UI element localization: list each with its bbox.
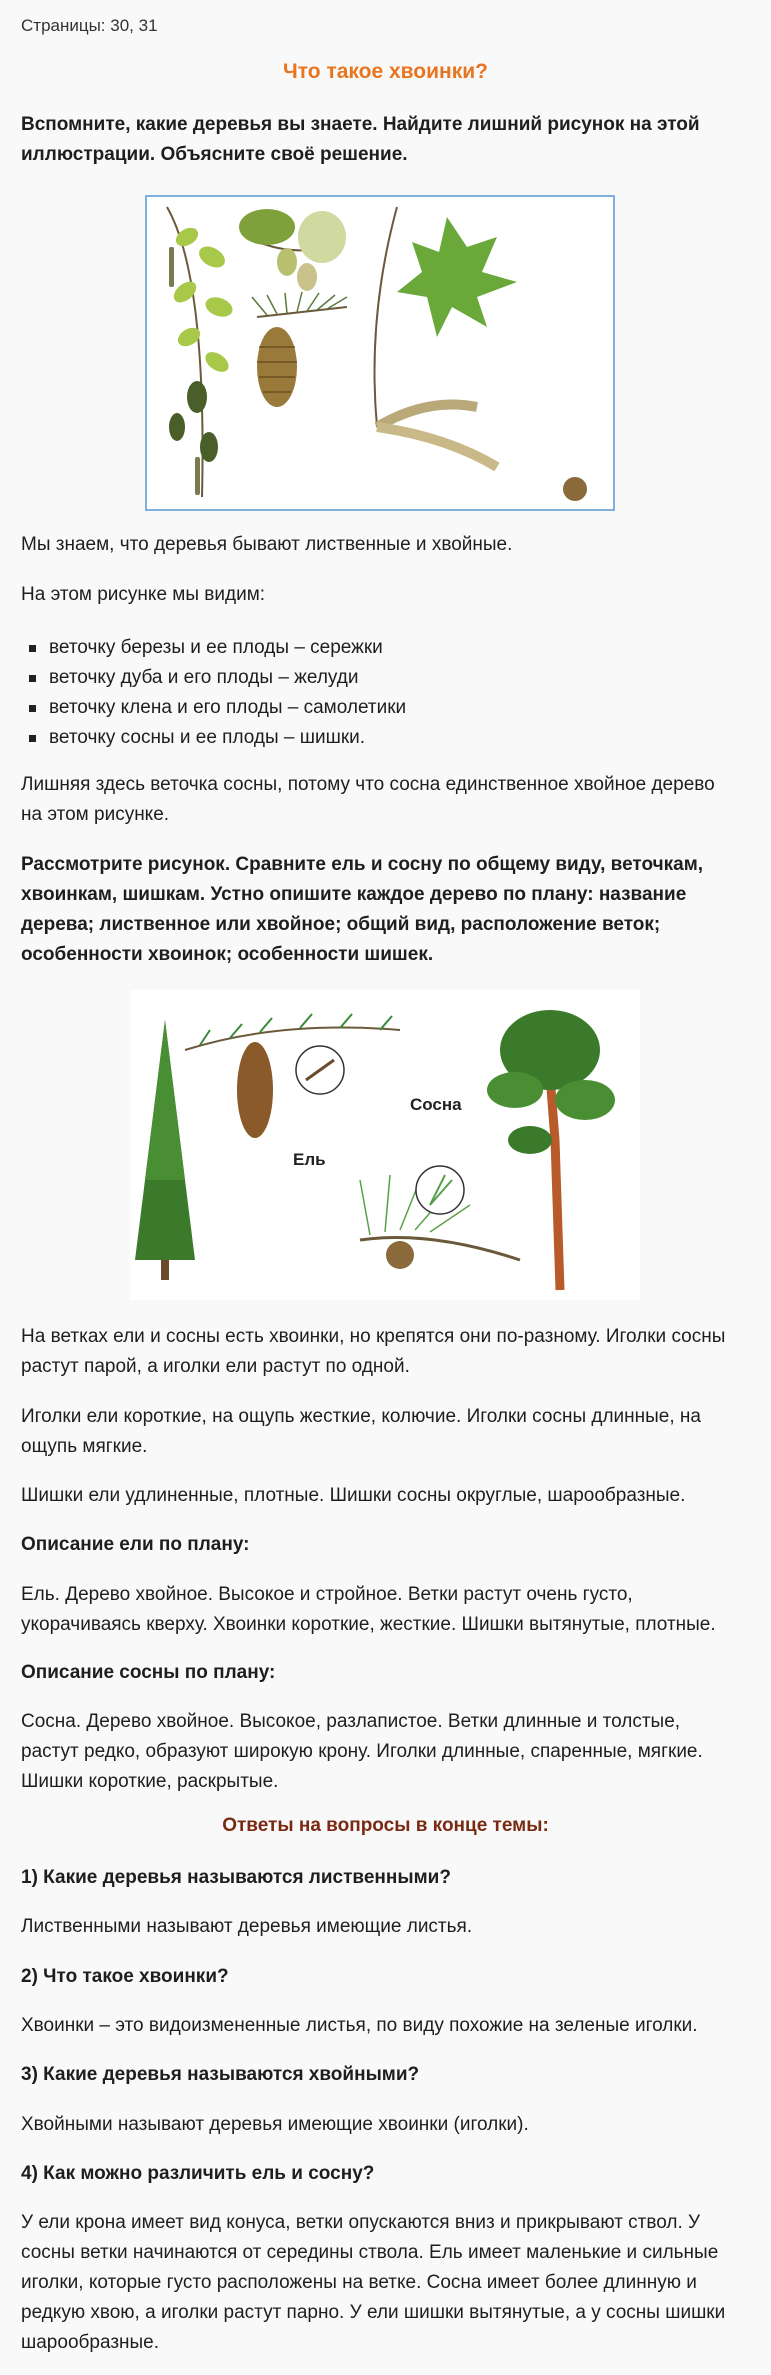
spruce-pine-illustration <box>130 990 640 1300</box>
task-1: Вспомните, какие деревья вы знаете. Найдите лишний рисунок на этой иллюстрации. Объясните своё решение. <box>21 114 700 165</box>
question-3: 3) Какие деревья называются хвойными? <box>21 2064 420 2085</box>
answer-4: У ели крона имеет вид конуса, ветки опускаются вниз и прикрывают ствол. У сосны ветки начинаются от середины ствола. Ель имеет маленькие и сильные иголки, которые густо расположены на ветке. Сосна имеет более длинную и редкую хвою, а иголки растут парно. У ели шишки вытянутые, а у сосны шишки шарообразные. <box>21 2212 726 2353</box>
maple-branch <box>375 207 588 501</box>
answer2-p1: На ветках ели и сосны есть хвоинки, но крепятся они по-разному. Иголки сосны растут парой, а иголки ели растут по одной. <box>21 1326 726 1377</box>
answer2-p2: Иголки ели короткие, на ощупь жесткие, колючие. Иголки сосны длинные, на ощупь мягкие. <box>21 1406 701 1457</box>
pine-tree <box>487 1010 615 1290</box>
answer-1: Лиственными называют деревья имеющие листья. <box>21 1916 473 1937</box>
pages-label: Страницы: 30, 31 <box>21 16 158 35</box>
page-title: Что такое хвоинки? <box>283 60 488 83</box>
answer1-intro: Мы знаем, что деревья бывают лиственные и хвойные. <box>21 534 513 555</box>
spruce-description: Ель. Дерево хвойное. Высокое и стройное. Ветки растут очень густо, укорачиваясь кверху. Хвоинки короткие, жесткие. Шишки вытянутые, плотные. <box>21 1584 716 1635</box>
list-item: веточку клена и его плоды – самолетики <box>49 693 406 723</box>
spruce-pine-drawing <box>130 990 640 1300</box>
birch-branch <box>167 207 235 497</box>
spruce-tree <box>135 1020 195 1280</box>
pine-branch <box>360 1166 520 1269</box>
answer1-see: На этом рисунке мы видим: <box>21 584 266 605</box>
answer1-conclusion: Лишняя здесь веточка сосны, потому что сосна единственное хвойное дерево на этом рисунке. <box>21 774 715 825</box>
question-2: 2) Что такое хвоинки? <box>21 1966 229 1987</box>
branches-drawing <box>147 197 613 509</box>
spruce-heading: Описание ели по плану: <box>21 1534 250 1555</box>
answer-2: Хвоинки – это видоизмененные листья, по виду похожие на зеленые иголки. <box>21 2015 698 2036</box>
question-1: 1) Какие деревья называются лиственными? <box>21 1867 451 1888</box>
list-item: веточку сосны и ее плоды – шишки. <box>49 723 406 753</box>
list-item: веточку березы и ее плоды – сережки <box>49 633 406 663</box>
question-4: 4) Как можно различить ель и сосну? <box>21 2163 375 2184</box>
answer-3: Хвойными называют деревья имеющие хвоинки (иголки). <box>21 2114 529 2135</box>
spruce-label: Ель <box>293 1150 326 1169</box>
answer1-list <box>21 633 406 753</box>
pine-branch <box>252 292 347 407</box>
spruce-branch <box>185 1014 400 1138</box>
answer2-p3: Шишки ели удлиненные, плотные. Шишки сосны округлые, шарообразные. <box>21 1485 686 1506</box>
leaves-branches-illustration <box>145 195 615 511</box>
pine-label: Сосна <box>410 1095 462 1114</box>
list-item: веточку дуба и его плоды – желуди <box>49 663 406 693</box>
task-2: Рассмотрите рисунок. Сравните ель и сосну по общему виду, веточкам, хвоинкам, шишкам. Устно опишите каждое дерево по плану: название дерева; лиственное или хвойное; общий вид, расположение веток; особенности хвоинок; особенности шишек. <box>21 854 704 965</box>
oak-branch <box>239 209 346 291</box>
qa-heading: Ответы на вопросы в конце темы: <box>222 1815 549 1836</box>
pine-heading: Описание сосны по плану: <box>21 1662 276 1683</box>
pine-description: Сосна. Дерево хвойное. Высокое, разлапистое. Ветки длинные и толстые, растут редко, образуют широкую крону. Иголки длинные, спаренные, мягкие. Шишки короткие, раскрытые. <box>21 1711 703 1792</box>
